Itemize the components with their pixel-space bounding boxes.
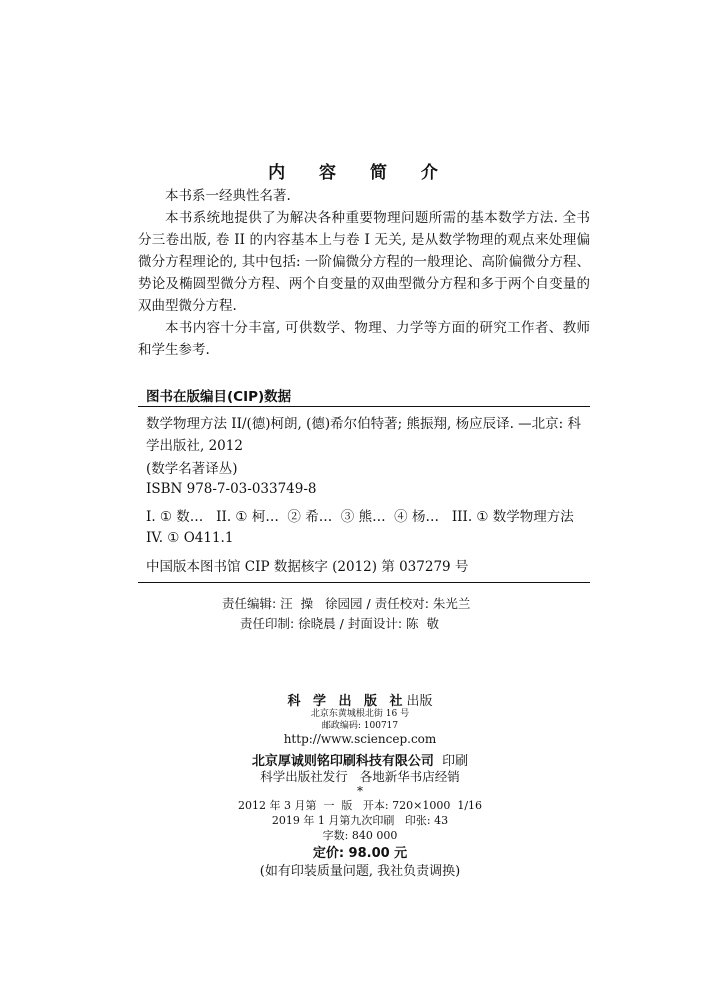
quality-notice: (如有印装质量问题, 我社负责调换) [259, 864, 461, 879]
cip-top-rule [138, 406, 590, 407]
distribution-line: 科学出版社发行 各地新华书店经销 [260, 769, 460, 784]
staff-editors: 责任编辑: 汪 操 徐园园 / 责任校对: 朱光兰 [222, 596, 471, 611]
summary-paragraph: 本书内容十分丰富, 可供数学、物理、力学等方面的研究工作者、教师和学生参考. [138, 320, 590, 358]
summary-paragraph: 本书系统地提供了为解决各种重要物理问题所需的基本数学方法. 全书分三卷出版, 卷 II 的内容基本上与卷 I 无关, 是从数学物理的观点来处理偏微分方程理论的, 其中包括: 一阶偏微分方程的一般理论、高阶偏微分方程、势论及椭圆型微分方程、两个自变量的双曲型微分方程和多于两个自变量的双曲型微分方程. [138, 210, 590, 314]
cip-bottom-rule [138, 582, 590, 583]
printing-info: 2019 年 1 月第九次印刷 印张: 43 [271, 814, 449, 827]
printer-suffix: 印刷 [433, 754, 469, 769]
word-count: 字数: 840 000 [322, 829, 398, 842]
publisher-suffix: 出版 [406, 694, 433, 709]
printer-name: 北京厚诚则铭印刷科技有限公司 [251, 754, 434, 769]
publisher-website: http://www.sciencep.com [283, 732, 437, 746]
cip-series: (数学名著译丛) [146, 461, 238, 477]
separator-star: * [357, 784, 363, 798]
cip-heading: 图书在版编目(CIP)数据 [146, 389, 292, 405]
edition-info: 2012 年 3 月第 一 版 开本: 720×1000 1/16 [237, 799, 483, 812]
publisher-name: 科 学 出 版 社 [287, 694, 407, 709]
publisher-postcode: 邮政编码: 100717 [321, 721, 399, 731]
cip-isbn: ISBN 978-7-03-033749-8 [146, 481, 317, 497]
summary-paragraph: 本书系一经典性名著. [165, 188, 291, 204]
cip-classification-2: IV. ① O411.1 [146, 530, 234, 546]
cip-number: 中国版本图书馆 CIP 数据核字 (2012) 第 037279 号 [146, 559, 469, 575]
summary-title: 内 容 简 介 [268, 163, 452, 183]
summary-body [138, 185, 590, 361]
cip-classification: I. ① 数… II. ① 柯… ② 希… ③ 熊… ④ 杨… III. ① 数学物理方法 [146, 509, 574, 525]
publisher-address: 北京东黄城根北街 16 号 [310, 709, 410, 719]
staff-print-design: 责任印制: 徐晓晨 / 封面设计: 陈 敬 [240, 616, 439, 631]
price: 定价: 98.00 元 [312, 846, 408, 861]
cip-description: 数学物理方法 II/(德)柯朗, (德)希尔伯特著; 熊振翔, 杨应辰译. —北京: 科学出版社, 2012 [146, 416, 581, 454]
